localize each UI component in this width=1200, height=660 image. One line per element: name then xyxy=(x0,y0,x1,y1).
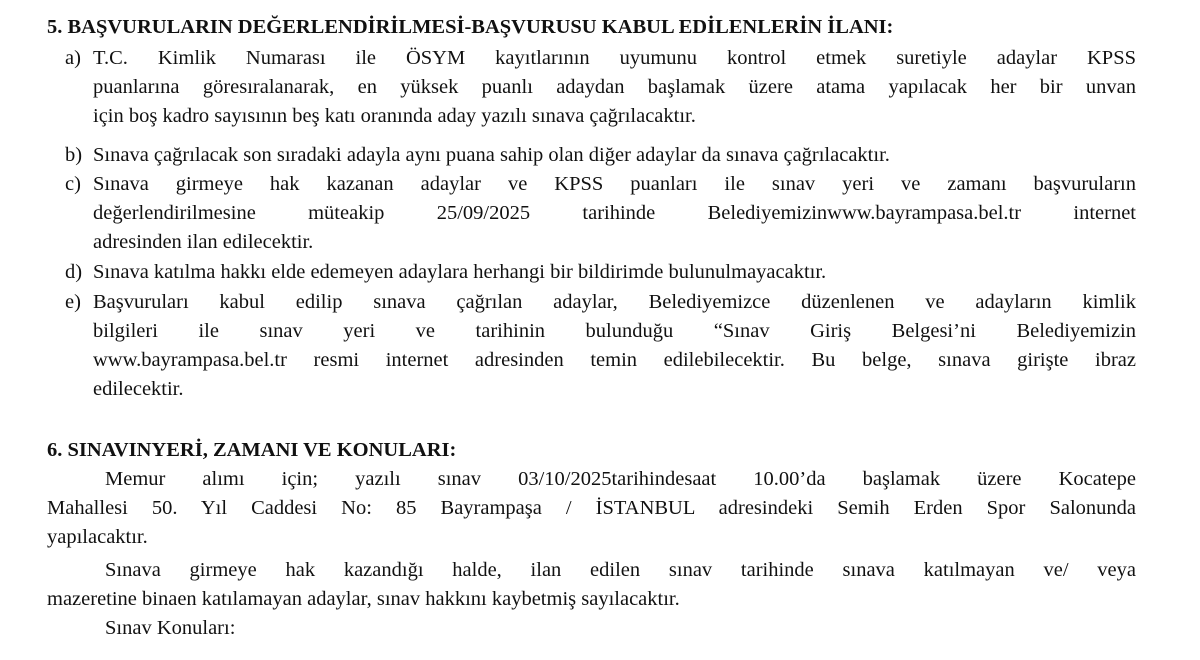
list-item-a xyxy=(65,44,1136,131)
text-line: T.C. Kimlik Numarası ile ÖSYM kayıtlarının uyumunu kontrol etmek suretiyle adaylar KPSS xyxy=(93,47,1136,69)
text-line: edilecektir. xyxy=(93,378,184,400)
text-line: Sınava girmeye hak kazanan adaylar ve KPSS puanları ile sınav yeri ve zamanı başvuruların xyxy=(93,173,1136,195)
section-6-title: SINAVINYERİ, ZAMANI VE KONULARI: xyxy=(67,439,457,461)
list-item-c xyxy=(65,170,1136,257)
list-item-text xyxy=(93,288,1136,404)
text-line: www.bayrampasa.bel.tr resmi internet adresinden temin edilebilecektir. Bu belge, sınava girişte ibraz xyxy=(93,349,1136,371)
text-line: Memur alımı için; yazılı sınav 03/10/2025tarihindesaat 10.00’da başlamak üzere Kocatepe xyxy=(105,468,1136,490)
section-5-number: 5. xyxy=(47,16,63,38)
section-5-title: BAŞVURULARIN DEĞERLENDİRİLMESİ-BAŞVURUSU KABUL EDİLENLERİN İLANI: xyxy=(67,16,894,38)
text-line: Sınav Konuları: xyxy=(105,617,236,639)
text-line: için boş kadro sayısının beş katı oranında aday yazılı sınava çağrılacaktır. xyxy=(93,105,696,127)
list-marker: a) xyxy=(65,47,81,69)
list-item-text xyxy=(93,44,1136,131)
text-line: değerlendirilmesine müteakip 25/09/2025 tarihinde Belediyemizinwww.bayrampasa.bel.tr internet xyxy=(93,202,1136,224)
list-item-text xyxy=(93,141,1136,170)
text-line: adresinden ilan edilecektir. xyxy=(93,231,314,253)
text-line: Sınava girmeye hak kazandığı halde, ilan edilen sınav tarihinde sınava katılmayan ve/ veya xyxy=(105,559,1136,581)
text-line: Sınava çağrılacak son sıradaki adayla aynı puana sahip olan diğer adaylar da sınava çağrılacaktır. xyxy=(93,144,890,166)
text-line: bilgileri ile sınav yeri ve tarihinin bulunduğu “Sınav Giriş Belgesi’ni Belediyemizin xyxy=(93,320,1136,342)
list-item-text xyxy=(93,170,1136,257)
text-line: mazeretine binaen katılamayan adaylar, sınav hakkını kaybetmiş sayılacaktır. xyxy=(47,588,680,610)
text-line: Başvuruları kabul edilip sınava çağrılan adaylar, Belediyemizce düzenlenen ve adayların kimlik xyxy=(93,291,1136,313)
section-6-number: 6. xyxy=(47,439,63,461)
paragraph-absence-rule xyxy=(47,556,1136,614)
list-item-text xyxy=(93,258,1136,287)
list-item-d xyxy=(65,258,1136,287)
list-marker: c) xyxy=(65,173,81,195)
section-6-heading xyxy=(47,436,456,465)
list-marker: e) xyxy=(65,291,81,313)
text-line: yapılacaktır. xyxy=(47,526,148,548)
list-item-e xyxy=(65,288,1136,404)
list-marker: d) xyxy=(65,261,83,283)
list-item-b xyxy=(65,141,1136,170)
text-line: Mahallesi 50. Yıl Caddesi No: 85 Bayrampaşa / İSTANBUL adresindeki Semih Erden Spor Salonunda xyxy=(47,497,1136,519)
paragraph-exam-topics xyxy=(47,614,1136,643)
paragraph-exam-location xyxy=(47,465,1136,552)
list-marker: b) xyxy=(65,144,83,166)
text-line: puanlarına göresıralanarak, en yüksek puanlı adaydan başlamak üzere atama yapılacak her bir unvan xyxy=(93,76,1136,98)
section-5-heading xyxy=(47,13,893,42)
text-line: Sınava katılma hakkı elde edemeyen adaylara herhangi bir bildirimde bulunulmayacaktır. xyxy=(93,261,827,283)
